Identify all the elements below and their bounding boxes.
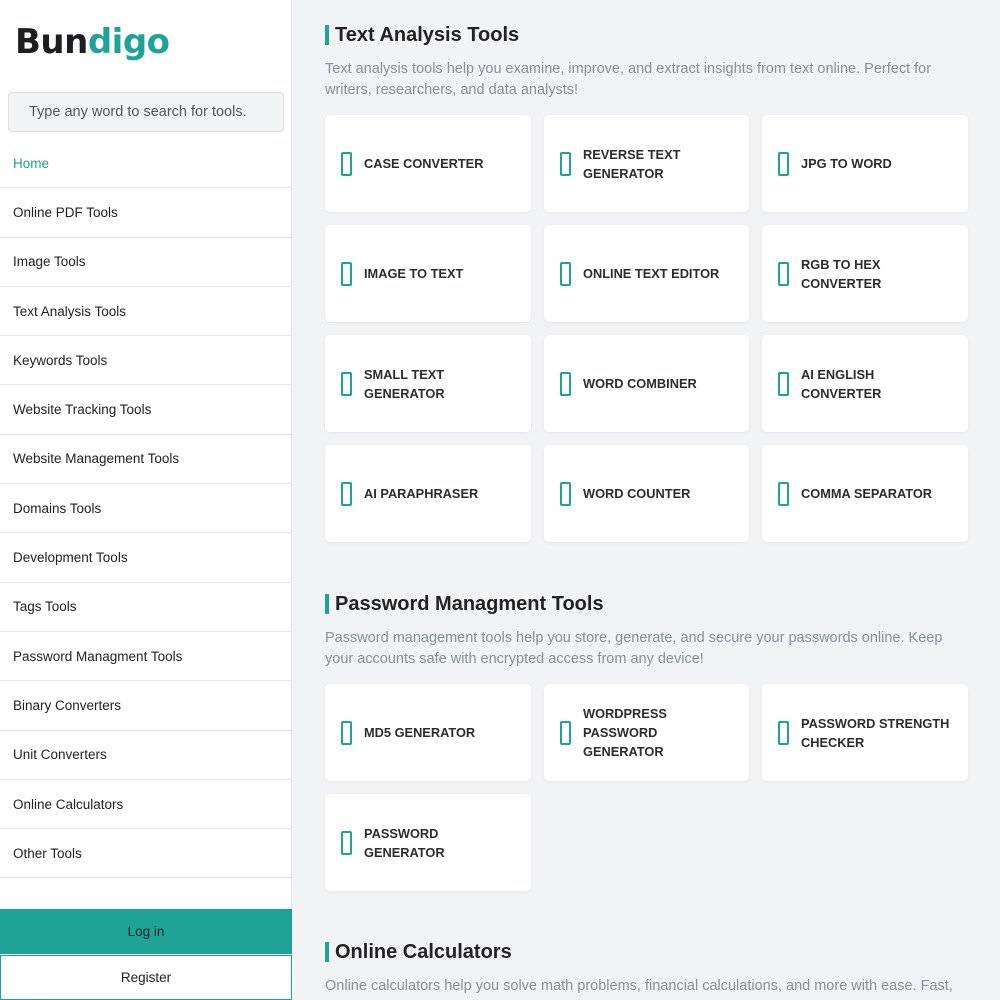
- sidebar-item-online-pdf-tools[interactable]: Online PDF Tools: [0, 188, 292, 237]
- section-title: [325, 593, 968, 615]
- tool-card-online-text-editor[interactable]: [544, 225, 749, 322]
- sidebar: [0, 0, 292, 1000]
- sidebar-item-binary-converters[interactable]: Binary Converters: [0, 681, 292, 730]
- sidebar-item-text-analysis-tools[interactable]: Text Analysis Tools: [0, 287, 292, 336]
- tool-icon: [560, 721, 571, 745]
- tool-card-word-counter[interactable]: [544, 445, 749, 542]
- tool-card-ai-english-converter[interactable]: [762, 335, 968, 432]
- section-title-text: Password Managment Tools: [335, 592, 604, 615]
- tool-icon: [560, 482, 571, 506]
- tool-card-comma-separator[interactable]: [762, 445, 968, 542]
- tool-card-label: WORDPRESS PASSWORD GENERATOR: [583, 706, 667, 759]
- tool-icon: [778, 721, 789, 745]
- logo-text-primary: Bun: [15, 22, 88, 62]
- tool-card-image-to-text[interactable]: [325, 225, 531, 322]
- register-button[interactable]: Register: [0, 955, 292, 1000]
- sidebar-item-home[interactable]: Home: [0, 139, 292, 188]
- tool-icon: [560, 262, 571, 286]
- tool-card-label: MD5 GENERATOR: [364, 725, 476, 740]
- search-input[interactable]: [8, 92, 284, 132]
- tool-icon: [341, 152, 352, 176]
- section-title-text: Online Calculators: [335, 940, 512, 963]
- tool-card-label: WORD COUNTER: [583, 486, 691, 501]
- tool-icon: [341, 482, 352, 506]
- tool-card-label: WORD COMBINER: [583, 376, 697, 391]
- tool-card-jpg-to-word[interactable]: [762, 115, 968, 212]
- tool-grid: [325, 115, 968, 542]
- section-accent-bar: [325, 25, 329, 45]
- tool-icon: [778, 152, 789, 176]
- tool-card-rgb-to-hex-converter[interactable]: [762, 225, 968, 322]
- tool-icon: [341, 372, 352, 396]
- sidebar-item-other-tools[interactable]: Other Tools: [0, 829, 292, 878]
- tool-card-label: IMAGE TO TEXT: [364, 266, 464, 281]
- tool-card-label: AI ENGLISH CONVERTER: [801, 366, 882, 401]
- sidebar-item-development-tools[interactable]: Development Tools: [0, 533, 292, 582]
- tool-icon: [778, 482, 789, 506]
- tool-card-label: ONLINE TEXT EDITOR: [583, 266, 720, 281]
- sidebar-item-website-management-tools[interactable]: Website Management Tools: [0, 435, 292, 484]
- tool-card-reverse-text-generator[interactable]: [544, 115, 749, 212]
- tool-card-label: CASE CONVERTER: [364, 156, 484, 171]
- sidebar-item-password-managment-tools[interactable]: Password Managment Tools: [0, 632, 292, 681]
- tool-icon: [341, 262, 352, 286]
- tool-card-label: AI PARAPHRASER: [364, 486, 479, 501]
- tool-card-word-combiner[interactable]: [544, 335, 749, 432]
- sidebar-item-unit-converters[interactable]: Unit Converters: [0, 731, 292, 780]
- tool-card-md5-generator[interactable]: [325, 684, 531, 781]
- login-button[interactable]: Log in: [0, 909, 292, 954]
- tool-card-label: PASSWORD STRENGTH CHECKER: [801, 715, 950, 750]
- section-text-analysis: [325, 24, 968, 542]
- section-title: [325, 24, 968, 46]
- sidebar-item-keywords-tools[interactable]: Keywords Tools: [0, 336, 292, 385]
- tool-icon: [560, 152, 571, 176]
- section-accent-bar: [325, 942, 329, 962]
- tool-card-wordpress-password-generator[interactable]: [544, 684, 749, 781]
- site-logo[interactable]: [15, 22, 170, 62]
- sidebar-item-online-calculators[interactable]: Online Calculators: [0, 780, 292, 829]
- sidebar-item-website-tracking-tools[interactable]: Website Tracking Tools: [0, 385, 292, 434]
- section-online-calculators: [325, 941, 968, 997]
- section-title: [325, 941, 968, 963]
- section-password-management: [325, 593, 968, 891]
- sidebar-item-domains-tools[interactable]: Domains Tools: [0, 484, 292, 533]
- tool-card-small-text-generator[interactable]: [325, 335, 531, 432]
- tool-card-case-converter[interactable]: [325, 115, 531, 212]
- tool-card-label: JPG TO WORD: [801, 156, 892, 171]
- tool-icon: [778, 262, 789, 286]
- section-accent-bar: [325, 594, 329, 614]
- tool-card-label: RGB TO HEX CONVERTER: [801, 256, 882, 291]
- section-description: Password management tools help you store, generate, and secure your passwords online. Keep your accounts safe with encrypted access from any device!: [325, 630, 943, 667]
- tool-card-label: COMMA SEPARATOR: [801, 486, 933, 501]
- section-description: Online calculators help you solve math problems, financial calculations, and more with ease. Fast,: [325, 978, 953, 994]
- logo-text-accent: digo: [87, 22, 170, 62]
- tool-card-label: REVERSE TEXT GENERATOR: [583, 146, 681, 181]
- tool-icon: [341, 721, 352, 745]
- sidebar-nav: [0, 139, 292, 878]
- tool-card-password-strength-checker[interactable]: [762, 684, 968, 781]
- tool-icon: [341, 831, 352, 855]
- section-description: Text analysis tools help you examine, improve, and extract insights from text online. Perfect for writers, researchers, and data analysts!: [325, 61, 932, 98]
- tool-card-label: PASSWORD GENERATOR: [364, 825, 445, 860]
- tool-icon: [560, 372, 571, 396]
- tool-icon: [778, 372, 789, 396]
- tool-card-password-generator[interactable]: [325, 794, 531, 891]
- tool-card-label: SMALL TEXT GENERATOR: [364, 366, 445, 401]
- section-title-text: Text Analysis Tools: [335, 23, 520, 46]
- tool-grid: [325, 684, 968, 891]
- tool-card-ai-paraphraser[interactable]: [325, 445, 531, 542]
- sidebar-item-image-tools[interactable]: Image Tools: [0, 238, 292, 287]
- sidebar-item-tags-tools[interactable]: Tags Tools: [0, 583, 292, 632]
